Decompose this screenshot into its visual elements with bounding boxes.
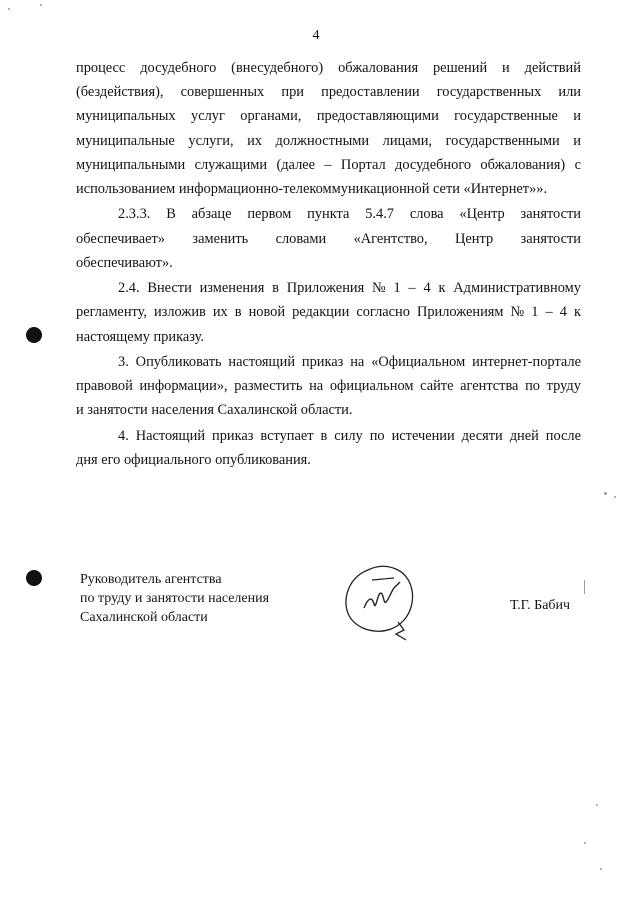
word: Приложения (286, 280, 365, 297)
word: услуги, (188, 132, 234, 149)
text-line (76, 56, 581, 80)
page-number: 4 (312, 28, 320, 43)
scan-speck (584, 580, 585, 594)
word: Приложениям (416, 304, 504, 321)
word: совершенных (180, 84, 265, 101)
signer-position-line: по труду и занятости населения (80, 591, 270, 606)
word: по (369, 427, 385, 444)
signer-name: Т.Г. Бабич (510, 598, 571, 613)
word: и (573, 132, 581, 149)
word: или (558, 84, 581, 101)
paragraph-2-3-3 (76, 202, 581, 275)
text-line (76, 374, 581, 398)
word: заменить (192, 230, 249, 247)
word: занятости (520, 230, 581, 247)
word: изменения (199, 280, 265, 297)
word: истечении (391, 427, 455, 444)
text-line: дня его официального опубликования. (76, 452, 311, 468)
word: после (545, 427, 581, 444)
text-line (76, 276, 581, 300)
word: 3. (118, 354, 129, 370)
word: В (166, 206, 176, 223)
word: настоящий (228, 354, 296, 370)
word: новой (248, 304, 286, 321)
word: «Официальном (371, 354, 466, 370)
word: приказ (212, 427, 254, 444)
word: информации», (139, 378, 228, 395)
word: государственными (445, 132, 560, 149)
word: и (502, 60, 510, 76)
document-body (76, 56, 581, 473)
word: в (272, 280, 279, 297)
word: Внести (147, 280, 192, 297)
word: редакции (292, 304, 350, 321)
word: по (525, 378, 541, 395)
word: пункта (307, 206, 350, 223)
word: регламенту, (76, 304, 147, 321)
word: предоставлении (321, 84, 420, 101)
word: к (573, 304, 581, 321)
word: 4. (118, 427, 129, 444)
text-line (76, 424, 581, 448)
word: дней (509, 427, 539, 444)
word: агентства (460, 378, 519, 395)
word: разместить (234, 378, 303, 395)
word: муниципальными (76, 156, 186, 173)
word: органами, (240, 108, 302, 125)
signer-position (80, 570, 269, 627)
word: к (438, 280, 446, 297)
scan-speck (40, 4, 42, 6)
word: официальном (329, 378, 414, 395)
word: на (350, 354, 365, 370)
text-line (76, 227, 581, 251)
word: согласно (356, 304, 410, 321)
scan-speck (614, 496, 616, 498)
word: в (320, 427, 328, 444)
handwritten-signature (338, 558, 430, 648)
word: обжалования) (480, 156, 566, 173)
text-line (76, 129, 581, 153)
signer-position-line: Сахалинской области (80, 610, 208, 625)
word: Опубликовать (135, 354, 222, 370)
word: № (510, 304, 525, 321)
word: досудебного (395, 156, 472, 173)
punch-hole (26, 570, 42, 586)
word: – (408, 280, 416, 297)
text-line (76, 80, 581, 104)
word: (далее (276, 156, 316, 173)
word: обжалования (338, 60, 419, 76)
word: досудебного (140, 60, 217, 76)
word: Портал (340, 156, 386, 173)
word: «Агентство, (353, 230, 428, 247)
text-line (76, 350, 581, 374)
word: в (234, 304, 242, 321)
paragraph-continuation (76, 56, 581, 201)
word: абзаце (191, 206, 232, 223)
word: сайте (420, 378, 454, 395)
word: вступает (260, 427, 314, 444)
word: 2.3.3. (118, 206, 151, 223)
word: на (309, 378, 324, 395)
word: решений (432, 60, 488, 76)
word: (внесудебного) (231, 60, 324, 76)
word: 1 (531, 304, 539, 321)
word: занятости (520, 206, 581, 223)
word: «Центр (459, 206, 505, 223)
word: десяти (461, 427, 503, 444)
word: услуг (191, 108, 225, 125)
word: первом (247, 206, 292, 223)
word: их (212, 304, 228, 321)
word: государственных (436, 84, 542, 101)
text-line (76, 300, 581, 324)
word: труду (546, 378, 581, 395)
word: и (573, 108, 581, 125)
word: 4 (423, 280, 431, 297)
text-line: обеспечивают». (76, 254, 173, 271)
word: предоставляющими (316, 108, 439, 125)
paragraph-3 (76, 350, 581, 423)
word: 2.4. (118, 280, 140, 297)
punch-hole (26, 327, 42, 343)
scan-speck (584, 842, 586, 844)
word: 1 (393, 280, 401, 297)
word: обеспечивает» (76, 230, 165, 247)
word: правовой (76, 378, 133, 395)
word: изложив (153, 304, 206, 321)
text-line: настоящему приказу. (76, 328, 204, 345)
word: с (574, 156, 581, 173)
paragraph-4 (76, 424, 581, 472)
word: Административному (453, 280, 581, 297)
word: Настоящий (135, 427, 206, 444)
text-line (76, 153, 581, 177)
word: действий (524, 60, 581, 76)
word: лицами, (382, 132, 433, 149)
word: процесс (76, 60, 126, 76)
signer-position-line: Руководитель агентства (80, 572, 222, 587)
word: приказ (301, 354, 344, 370)
text-line: использованием информационно-телекоммуникационной сети «Интернет»». (76, 181, 548, 198)
word: муниципальных (76, 108, 176, 125)
word: должностными (275, 132, 370, 149)
word: силу (334, 427, 363, 444)
scan-speck (604, 492, 607, 495)
word: служащими (194, 156, 268, 173)
word: № (372, 280, 386, 297)
scan-speck (8, 8, 10, 10)
word: при (281, 84, 304, 101)
word: слова (409, 206, 444, 223)
word: – (545, 304, 553, 321)
word: – (324, 156, 332, 173)
word: 4 (559, 304, 567, 321)
word: муниципальные (76, 132, 175, 149)
word: их (247, 132, 262, 149)
paragraph-2-4 (76, 276, 581, 349)
text-line (76, 202, 581, 226)
word: (бездействия), (76, 84, 164, 101)
word: государственные (454, 108, 558, 125)
scan-speck (596, 804, 598, 806)
text-line (76, 104, 581, 128)
text-line: и занятости населения Сахалинской области. (76, 402, 353, 419)
word: словами (275, 230, 327, 247)
word: Центр (455, 230, 494, 247)
word: 5.4.7 (365, 206, 394, 223)
scan-speck (600, 868, 602, 870)
word: интернет-портале (472, 354, 581, 370)
